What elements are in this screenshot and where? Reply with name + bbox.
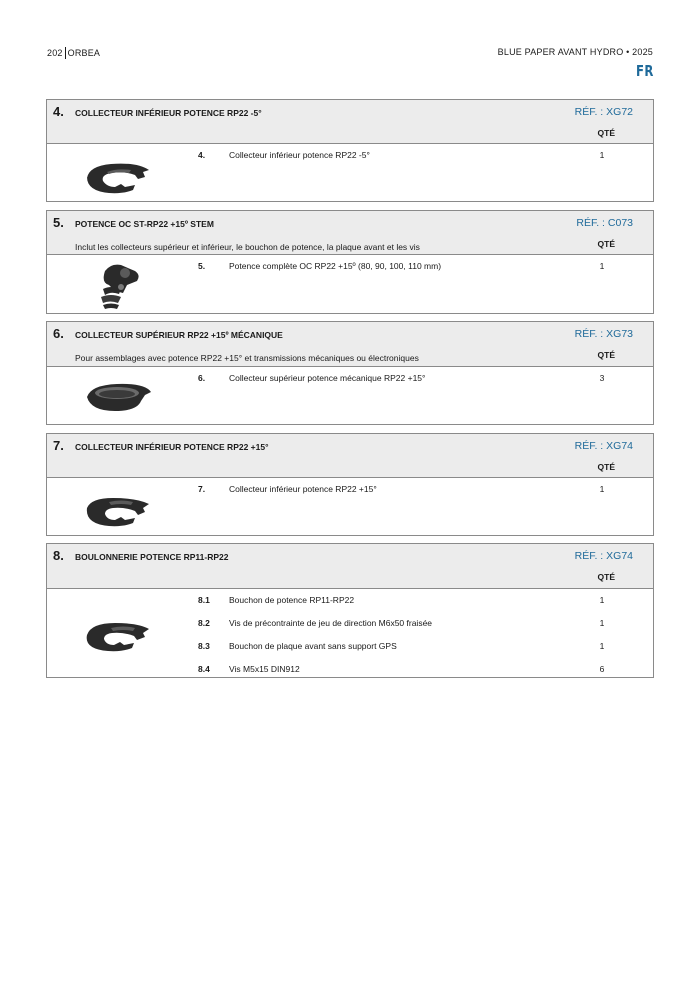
part-label: Collecteur inférieur potence RP22 -5° xyxy=(229,150,370,160)
part-row xyxy=(47,261,653,275)
quantity-header: QTÉ xyxy=(597,572,615,582)
part-row xyxy=(47,664,653,678)
section-title: COLLECTEUR SUPÉRIEUR RP22 +15º MÉCANIQUE xyxy=(75,330,283,340)
section-number: 7. xyxy=(53,438,64,453)
section-reference: RÉF. : XG74 xyxy=(574,550,633,562)
part-row xyxy=(47,150,653,164)
quantity-header: QTÉ xyxy=(597,350,615,360)
parts-section-4 xyxy=(46,99,654,202)
part-code: 8.2 xyxy=(198,618,210,628)
part-quantity: 3 xyxy=(599,373,605,383)
part-quantity: 1 xyxy=(599,484,605,494)
quantity-header: QTÉ xyxy=(597,128,615,138)
section-title: COLLECTEUR INFÉRIEUR POTENCE RP22 -5° xyxy=(75,108,262,118)
section-header xyxy=(47,322,653,367)
section-title: COLLECTEUR INFÉRIEUR POTENCE RP22 +15° xyxy=(75,442,269,452)
language-tag: FR xyxy=(636,62,654,80)
part-quantity: 1 xyxy=(599,595,605,605)
parts-section-6 xyxy=(46,321,654,425)
part-code: 7. xyxy=(198,484,206,494)
part-row xyxy=(47,595,653,609)
section-header xyxy=(47,211,653,255)
parts-section-5 xyxy=(46,210,654,314)
part-quantity: 1 xyxy=(599,641,605,651)
part-row xyxy=(47,373,653,387)
part-label: Bouchon de potence RP11-RP22 xyxy=(229,595,355,605)
part-code: 8.4 xyxy=(198,664,210,674)
section-reference: RÉF. : XG72 xyxy=(574,106,633,118)
part-label: Vis de précontrainte de jeu de direction M6x50 fraisée xyxy=(229,618,433,628)
part-label: Vis M5x15 DIN912 xyxy=(229,664,300,674)
section-description: Pour assemblages avec potence RP22 +15° et transmissions mécaniques ou électroniques xyxy=(75,353,419,363)
section-reference: RÉF. : XG73 xyxy=(574,328,633,340)
quantity-header: QTÉ xyxy=(597,462,615,472)
part-row xyxy=(47,641,653,655)
part-quantity: 1 xyxy=(599,150,605,160)
section-reference: RÉF. : XG74 xyxy=(574,440,633,452)
section-header xyxy=(47,434,653,478)
part-label: Collecteur supérieur potence mécanique RP22 +15° xyxy=(229,373,426,383)
part-quantity: 6 xyxy=(599,664,605,674)
part-label: Potence complète OC RP22 +15º (80, 90, 100, 110 mm) xyxy=(229,261,442,271)
part-quantity: 1 xyxy=(599,261,605,271)
brand-name: ORBEA xyxy=(67,48,101,58)
section-title: BOULONNERIE POTENCE RP11-RP22 xyxy=(75,552,229,562)
section-reference: RÉF. : C073 xyxy=(576,217,633,229)
part-code: 4. xyxy=(198,150,206,160)
section-number: 8. xyxy=(53,548,64,563)
parts-section-8 xyxy=(46,543,654,678)
part-code: 8.3 xyxy=(198,641,210,651)
page-header xyxy=(47,47,653,61)
section-header xyxy=(47,544,653,589)
page-number: 202 xyxy=(47,48,63,58)
page-header-left xyxy=(47,47,100,59)
parts-section-7 xyxy=(46,433,654,536)
part-quantity: 1 xyxy=(599,618,605,628)
section-header xyxy=(47,100,653,144)
part-code: 5. xyxy=(198,261,206,271)
quantity-header: QTÉ xyxy=(597,239,615,249)
section-number: 5. xyxy=(53,215,64,230)
section-number: 6. xyxy=(53,326,64,341)
part-label: Collecteur inférieur potence RP22 +15° xyxy=(229,484,377,494)
part-code: 8.1 xyxy=(198,595,210,605)
part-label: Bouchon de plaque avant sans support GPS xyxy=(229,641,397,651)
document-title: BLUE PAPER AVANT HYDRO • 2025 xyxy=(497,47,653,57)
section-number: 4. xyxy=(53,104,64,119)
part-row xyxy=(47,618,653,632)
section-title: POTENCE OC ST-RP22 +15º STEM xyxy=(75,219,214,229)
section-description: Inclut les collecteurs supérieur et inférieur, le bouchon de potence, la plaque avant et les vis xyxy=(75,242,420,252)
part-code: 6. xyxy=(198,373,206,383)
part-row xyxy=(47,484,653,498)
header-divider xyxy=(65,47,66,59)
